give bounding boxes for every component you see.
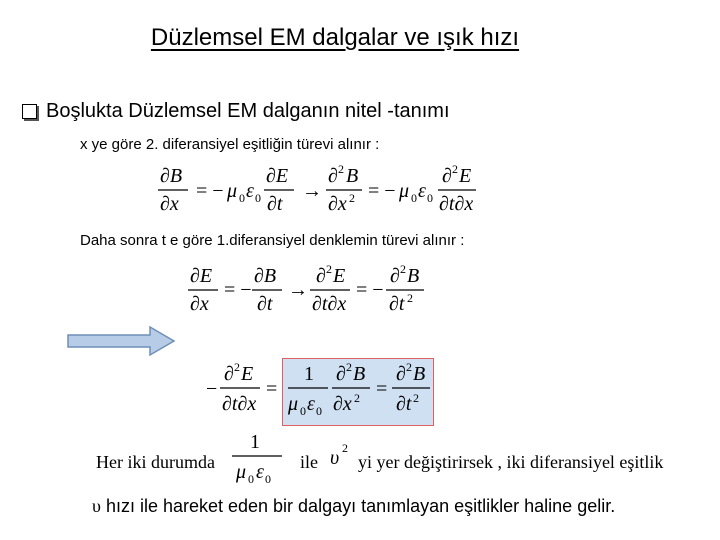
svg-text:0: 0 (316, 404, 322, 418)
svg-text:B: B (407, 265, 420, 287)
svg-text:∂t: ∂t (257, 293, 273, 315)
svg-text:∂: ∂ (396, 363, 406, 385)
svg-text:= −: = − (356, 279, 384, 301)
svg-text:= −: = − (368, 180, 396, 202)
svg-text:=: = (266, 378, 278, 400)
bottom-prefix: Her iki durumda (96, 452, 215, 472)
svg-text:2: 2 (338, 162, 344, 176)
svg-text:∂x: ∂x (160, 193, 179, 215)
svg-text:∂x: ∂x (333, 393, 352, 415)
svg-text:0: 0 (265, 472, 271, 486)
step1-text: x ye göre 2. diferansiyel eşitliğin türevi alınır : (80, 136, 380, 153)
svg-text:2: 2 (346, 360, 352, 374)
svg-text:→: → (302, 180, 322, 202)
svg-text:B: B (353, 363, 366, 385)
svg-text:−: − (206, 378, 218, 400)
svg-text:E: E (459, 165, 472, 187)
fraction-one-over-mu-eps (228, 428, 288, 486)
svg-text:μ: μ (227, 180, 238, 202)
step2-text: Daha sonra t e göre 1.diferansiyel denklemin türevi alınır : (80, 232, 465, 249)
svg-text:∂: ∂ (336, 363, 346, 385)
svg-text:∂: ∂ (316, 265, 326, 287)
upsilon-squared (326, 438, 356, 472)
bullet-heading (22, 100, 450, 123)
equation-3 (200, 358, 440, 424)
svg-text:ε: ε (418, 180, 426, 202)
svg-text:∂t∂x: ∂t∂x (222, 393, 257, 415)
svg-text:0: 0 (255, 191, 261, 205)
page-title: Düzlemsel EM dalgalar ve ışık hızı (150, 24, 520, 51)
svg-text:=: = (376, 378, 388, 400)
svg-text:∂t: ∂t (396, 393, 412, 415)
last-line-text: hızı ile hareket eden bir dalgayı tanımlayan eşitlikler haline gelir. (105, 496, 616, 516)
svg-text:E: E (333, 265, 346, 287)
svg-text:ε: ε (246, 180, 254, 202)
svg-text:∂B: ∂B (160, 165, 183, 187)
svg-text:1: 1 (250, 431, 260, 453)
svg-text:0: 0 (300, 404, 306, 418)
svg-text:υ: υ (330, 447, 340, 469)
svg-text:2: 2 (413, 391, 419, 405)
svg-text:μ: μ (236, 461, 247, 483)
equation-1 (150, 160, 490, 220)
svg-text:∂x: ∂x (190, 293, 209, 315)
svg-text:B: B (346, 165, 359, 187)
equation-2 (182, 262, 432, 322)
svg-text:2: 2 (406, 360, 412, 374)
svg-text:ε: ε (256, 461, 264, 483)
bullet-heading-text: Boşlukta Düzlemsel EM dalganın nitel -tanımı (46, 100, 450, 122)
svg-text:∂t: ∂t (389, 293, 405, 315)
svg-text:1: 1 (304, 363, 314, 385)
bottom-suffix: yi yer değiştirirsek , iki diferansiyel eşitlik (358, 452, 664, 472)
svg-text:∂E: ∂E (266, 165, 289, 187)
svg-text:∂: ∂ (224, 363, 234, 385)
svg-text:μ: μ (399, 180, 410, 202)
svg-text:∂: ∂ (328, 165, 338, 187)
svg-text:0: 0 (248, 472, 254, 486)
svg-text:∂: ∂ (390, 265, 400, 287)
svg-text:μ: μ (288, 393, 299, 415)
svg-text:2: 2 (349, 191, 355, 205)
svg-text:∂: ∂ (442, 165, 452, 187)
svg-text:0: 0 (427, 191, 433, 205)
svg-text:2: 2 (400, 262, 406, 276)
svg-text:∂t∂x: ∂t∂x (312, 293, 347, 315)
checkbox-bullet-icon (22, 104, 37, 119)
bottom-middle: ile (300, 452, 318, 472)
svg-text:2: 2 (234, 360, 240, 374)
svg-text:= −: = − (196, 180, 224, 202)
svg-text:2: 2 (452, 162, 458, 176)
svg-text:0: 0 (239, 191, 245, 205)
svg-text:B: B (413, 363, 426, 385)
svg-text:∂t∂x: ∂t∂x (439, 193, 474, 215)
svg-text:2: 2 (354, 391, 360, 405)
upsilon-symbol: υ (92, 496, 101, 516)
svg-text:2: 2 (326, 262, 332, 276)
right-arrow-icon (66, 324, 178, 358)
svg-text:∂B: ∂B (254, 265, 277, 287)
svg-text:= −: = − (224, 279, 252, 301)
svg-text:∂t: ∂t (267, 193, 283, 215)
svg-text:E: E (241, 363, 254, 385)
svg-text:∂x: ∂x (328, 193, 347, 215)
svg-text:2: 2 (407, 291, 413, 305)
svg-text:∂E: ∂E (190, 265, 213, 287)
svg-text:→: → (288, 279, 308, 301)
svg-text:0: 0 (411, 191, 417, 205)
svg-text:2: 2 (342, 441, 348, 455)
svg-text:ε: ε (307, 393, 315, 415)
last-line (92, 496, 615, 517)
